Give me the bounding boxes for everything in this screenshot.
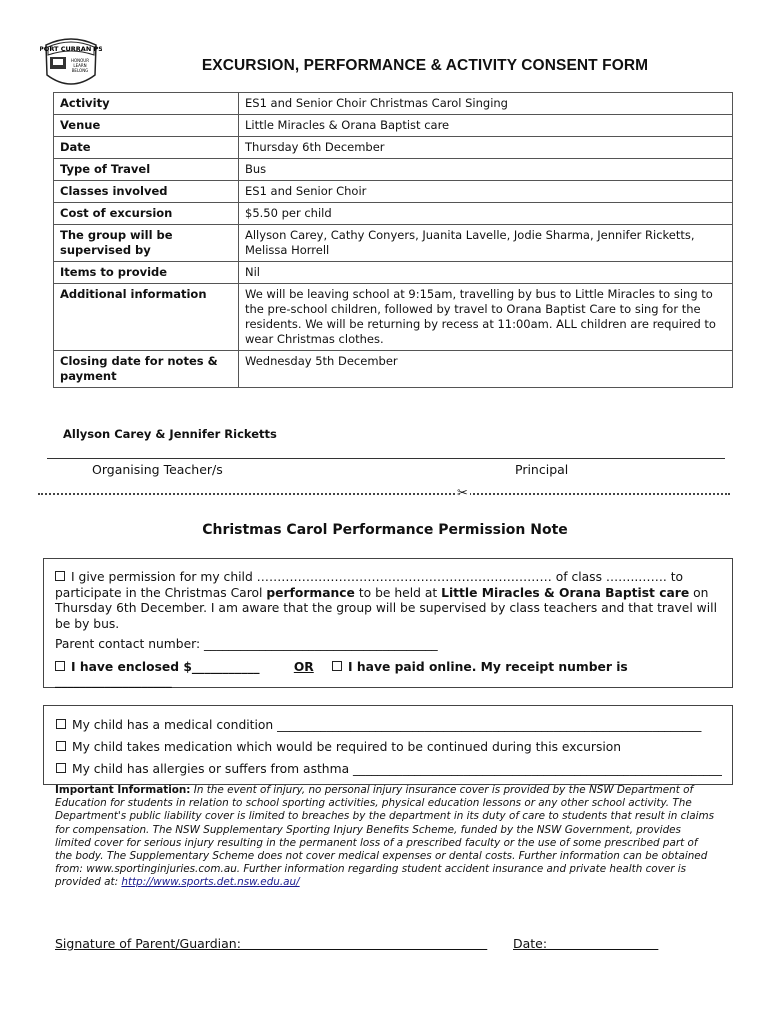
organising-teacher-label: Organising Teacher/s: [92, 462, 223, 477]
info-label: Items to provide: [54, 262, 239, 284]
svg-text:HONOUR: HONOUR: [70, 58, 90, 63]
medical-condition-row: My child has a medical condition _____________________________________________________________________: [56, 718, 701, 732]
page-title: EXCURSION, PERFORMANCE & ACTIVITY CONSENT FORM: [201, 57, 649, 74]
info-row: [54, 351, 733, 388]
info-value: Nil: [239, 262, 733, 284]
info-label: Cost of excursion: [54, 203, 239, 225]
excursion-info-table: [53, 92, 733, 388]
medical-condition-checkbox[interactable]: [56, 719, 66, 729]
medication-row: My child takes medication which would be required to be continued during this excursion: [56, 740, 621, 754]
date-label[interactable]: Date:: [513, 936, 659, 951]
enclosed-checkbox[interactable]: [55, 661, 65, 671]
parent-contact-field[interactable]: Parent contact number: ______________________________________: [55, 637, 438, 651]
info-label: The group will be supervised by: [54, 225, 239, 262]
sports-link[interactable]: http://www.sports.det.nsw.edu.au/: [121, 876, 300, 889]
info-value: $5.50 per child: [239, 203, 733, 225]
info-value: Thursday 6th December: [239, 137, 733, 159]
important-information: Important Information: In the event of injury, no personal injury insurance cover is provided by the NSW Department of Education for students in relation to school sporting activities, physical education lessons or any other school activity. The Department's public liability cover is limited to breaches by the department in its duty of care to students that result in claims for compensation. The NSW Supplementary Sporting Injury Benefits Scheme, funded by the NSW Government, provides limited cover for serious injury resulting in the permanent loss of a prescribed faculty or the use of some prescribed part of the body. The Supplementary Scheme does not cover medical expenses or dental costs. Further information can be obtained from: www.sportinginjuries.com.au. Further information regarding student accident insurance and private health cover is provided at: http://www.sports.det.nsw.edu.au/: [55, 784, 715, 889]
info-row: [54, 262, 733, 284]
or-label: OR: [293, 660, 314, 674]
info-value: ES1 and Senior Choir Christmas Carol Singing: [239, 93, 733, 115]
info-label: Classes involved: [54, 181, 239, 203]
info-label: Closing date for notes & payment: [54, 351, 239, 388]
info-label: Activity: [54, 93, 239, 115]
info-label: Type of Travel: [54, 159, 239, 181]
parent-signature-label[interactable]: Signature of Parent/Guardian:: [55, 936, 488, 951]
info-row: [54, 137, 733, 159]
allergies-checkbox[interactable]: [56, 763, 66, 773]
info-value: Bus: [239, 159, 733, 181]
scissors-icon: ✂: [457, 486, 468, 501]
info-row: [54, 93, 733, 115]
info-value: Little Miracles & Orana Baptist care: [239, 115, 733, 137]
allergies-row: My child has allergies or suffers from asthma ____________________________________________________________: [56, 762, 722, 776]
permission-checkbox[interactable]: [55, 571, 65, 581]
info-row: [54, 115, 733, 137]
enclosed-label: I have enclosed $___________: [71, 660, 260, 674]
svg-text:BELONG: BELONG: [71, 68, 89, 73]
cut-line: [38, 493, 730, 495]
medication-checkbox[interactable]: [56, 741, 66, 751]
principal-label: Principal: [515, 462, 569, 477]
payment-row: [55, 660, 720, 688]
info-label: Date: [54, 137, 239, 159]
info-value: Allyson Carey, Cathy Conyers, Juanita Lavelle, Jodie Sharma, Jennifer Ricketts, Melissa Horrell: [239, 225, 733, 262]
logo-title-text: PORT CURRAN PS: [40, 45, 102, 53]
teachers-names: Allyson Carey & Jennifer Ricketts: [63, 427, 277, 441]
paid-online-checkbox[interactable]: [332, 661, 342, 671]
permission-box: [43, 558, 733, 688]
info-row: [54, 225, 733, 262]
info-value: Wednesday 5th December: [239, 351, 733, 388]
permission-note-title: Christmas Carol Performance Permission Note: [202, 522, 568, 538]
signature-divider: [47, 458, 725, 459]
info-value: We will be leaving school at 9:15am, travelling by bus to Little Miracles to sing to the pre-school children, followed by travel to Orana Baptist Care to sing for the residents. We will be returning by recess at 11:00am. ALL children are required to wear Christmas clothes.: [239, 284, 733, 351]
info-row: [54, 203, 733, 225]
info-row: [54, 159, 733, 181]
info-row: [54, 284, 733, 351]
info-row: [54, 181, 733, 203]
info-value: ES1 and Senior Choir: [239, 181, 733, 203]
paid-online-label: I have paid online. My receipt number is ___________________: [55, 660, 628, 688]
svg-text:LEARN: LEARN: [73, 63, 87, 68]
info-label: Additional information: [54, 284, 239, 351]
medical-box: [43, 705, 733, 785]
permission-paragraph: I give permission for my child ……………………………………………………………… of class ……..……. to participate in the Christmas Carol performance to be held at Little Miracles & Orana Baptist care on Thursday 6th December. I am aware that the group will be supervised by class teachers and that travel will be by bus.: [55, 570, 717, 631]
info-label: Venue: [54, 115, 239, 137]
